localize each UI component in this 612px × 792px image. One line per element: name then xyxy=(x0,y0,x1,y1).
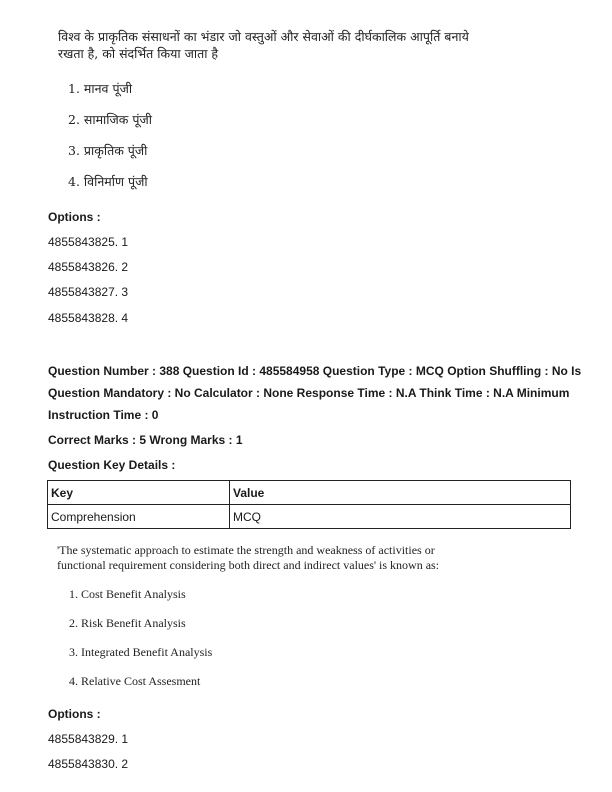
question-1-choice: 4. विनिर्माण पूंजी xyxy=(68,174,148,189)
question-1-text: विश्व के प्राकृतिक संसाधनों का भंडार जो वस्तुओं और सेवाओं की दीर्घकालिक आपूर्ति बनाये रखता है, को संदर्भित किया जाता है xyxy=(58,29,469,61)
question-2-choice: 1. Cost Benefit Analysis xyxy=(69,587,186,601)
question-2-choice: 3. Integrated Benefit Analysis xyxy=(69,645,213,659)
question-1-choice: 2. सामाजिक पूंजी xyxy=(68,112,152,127)
question-meta-line: Instruction Time : 0 xyxy=(48,408,159,422)
option-id: 4855843829. 1 xyxy=(48,732,129,746)
question-2-choice: 4. Relative Cost Assesment xyxy=(69,674,201,688)
table-row xyxy=(48,505,571,529)
question-1-choice: 1. मानव पूंजी xyxy=(68,81,133,96)
question-2-text: 'The systematic approach to estimate the strength and weakness of activities or functional requirement considering both direct and indirect values' is known as: xyxy=(57,543,440,572)
key-details-label: Question Key Details : xyxy=(48,458,176,472)
table-cell-value: MCQ xyxy=(230,505,571,529)
table-header-value: Value xyxy=(230,481,571,505)
question-1-choice: 3. प्राकृतिक पूंजी xyxy=(68,143,148,158)
option-id: 4855843830. 2 xyxy=(48,757,129,771)
option-id: 4855843826. 2 xyxy=(48,260,129,274)
question-meta-line: Question Number : 388 Question Id : 485584958 Question Type : MCQ Option Shuffling : No Is xyxy=(48,364,582,378)
question-meta-line: Question Mandatory : No Calculator : None Response Time : N.A Think Time : N.A Minimum xyxy=(48,386,570,400)
marks-line: Correct Marks : 5 Wrong Marks : 1 xyxy=(48,433,243,447)
option-id: 4855843828. 4 xyxy=(48,311,129,325)
options-label: Options : xyxy=(48,707,101,721)
option-id: 4855843825. 1 xyxy=(48,235,129,249)
table-header-row xyxy=(48,481,571,505)
option-id: 4855843827. 3 xyxy=(48,285,129,299)
table-header-key: Key xyxy=(48,481,230,505)
options-label: Options : xyxy=(48,210,101,224)
key-details-table xyxy=(47,480,571,529)
question-2-choice: 2. Risk Benefit Analysis xyxy=(69,616,186,630)
table-cell-key: Comprehension xyxy=(48,505,230,529)
